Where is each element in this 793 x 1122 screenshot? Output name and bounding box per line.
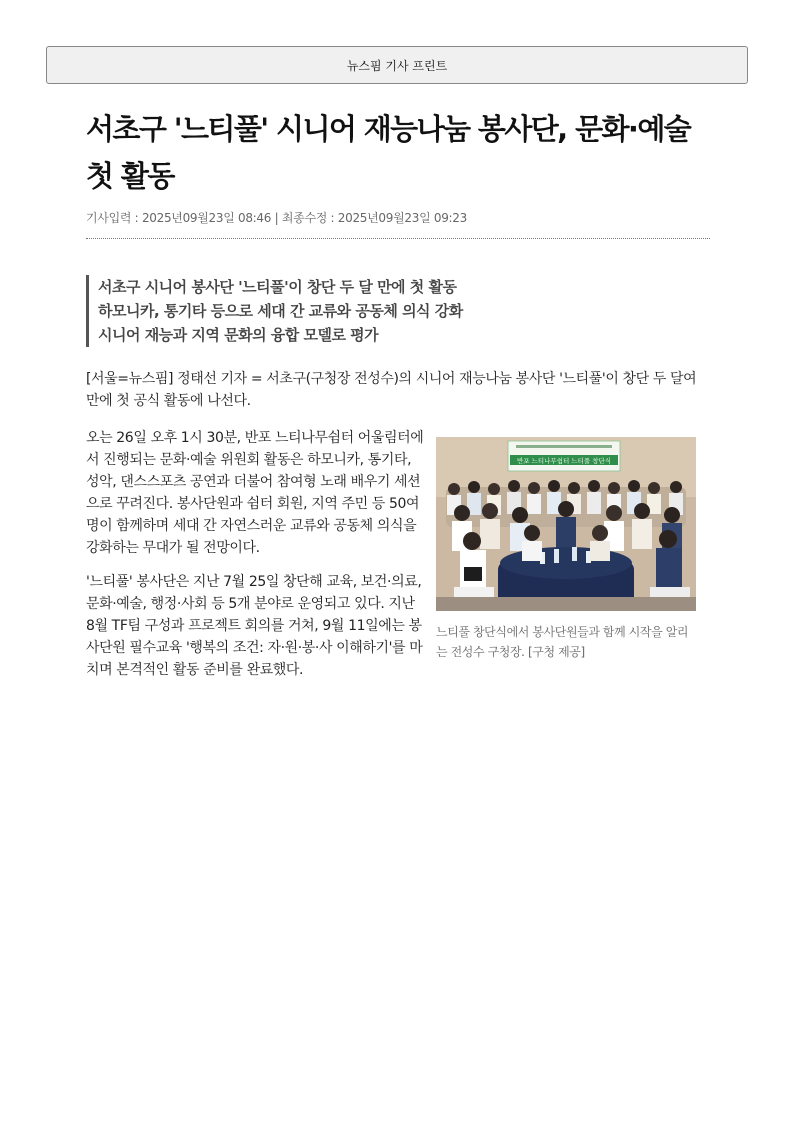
article-paragraph: 오는 26일 오후 1시 30분, 반포 느티나무쉼터 어울림터에서 진행되는 문화·예술 위원회 활동은 하모니카, 통기타, 성악, 댄스스포츠 공연과 더불어 참여형 노래 배우기 세션으로 꾸려진다. 봉사단원과 쉼터 회원, 지역 주민 등 50여 명이 함께하며 세대 간 자연스러운 교류와 공동체 의식을 강화하는 무대가 될 전망이다. — [86, 430, 424, 556]
summary-line: 서초구 시니어 봉사단 '느티풀'이 창단 두 달 만에 첫 활동 — [98, 278, 457, 296]
banner-text: 반포 느티나무쉼터 느티풀 창단식 — [516, 457, 612, 465]
article-body — [86, 427, 424, 693]
article-summary — [86, 275, 526, 347]
summary-line: 시니어 재능과 지역 문화의 융합 모델로 평가 — [98, 326, 379, 344]
article-paragraph: '느티풀' 봉사단은 지난 7월 25일 창단해 교육, 보건·의료, 문화·예술, 행정·사회 등 5개 분야로 운영되고 있다. 지난 8월 TF팀 구성과 프로젝트 회의를 거쳐, 9월 11일에는 봉사단원 필수교육 '행복의 조건: 자·원·봉·사 이해하기'를 마치며 본격적인 활동 준비를 완료했다. — [86, 574, 423, 678]
group-photo-illustration — [436, 437, 696, 611]
summary-line: 하모니카, 통기타 등으로 세대 간 교류와 공동체 의식 강화 — [98, 302, 463, 320]
article-title: 서초구 '느티풀' 시니어 재능나눔 봉사단, 문화·예술 첫 활동 — [86, 112, 691, 193]
article-lead: [서울=뉴스핌] 정태선 기자 = 서초구(구청장 전성수)의 시니어 재능나눔 봉사단 '느티풀'이 창단 두 달여 만에 첫 공식 활동에 나선다. — [86, 371, 697, 409]
article-meta: 기사입력 : 2025년09월23일 08:46 | 최종수정 : 2025년09월23일 09:23 — [86, 209, 710, 239]
photo-caption: 느티풀 창단식에서 봉사단원들과 함께 시작을 알리는 전성수 구청장. [구청 제공] — [436, 625, 689, 659]
article-figure — [436, 437, 696, 662]
print-header-bar — [46, 46, 748, 84]
article-photo — [436, 437, 696, 611]
print-header-label: 뉴스핌 기사 프린트 — [346, 58, 448, 73]
